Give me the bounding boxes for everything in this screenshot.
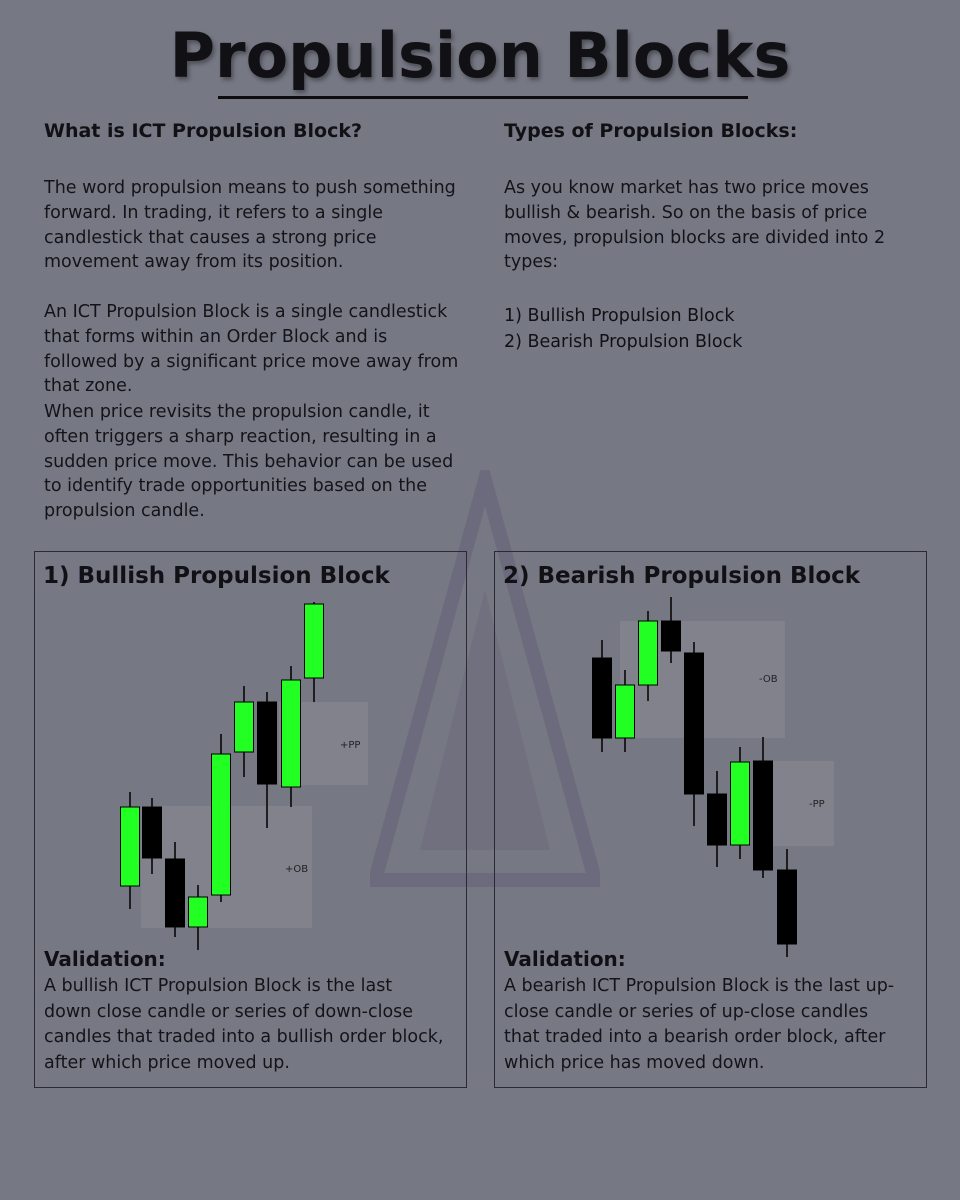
bearish-panel-title: 2) Bearish Propulsion Block [503,563,861,589]
block-paragraph: An ICT Propulsion Block is a single candlestick that forms within an Order Block and is followed by a significant price move away from that zone. [44,302,459,397]
bullish-candle [282,680,301,787]
bearish-candle [616,685,635,738]
bearish-candle [778,870,797,944]
bullish-candle [212,754,231,895]
types-list [504,304,742,355]
bearish-candle [593,658,612,738]
bullish-chart [35,552,468,952]
bearish-candle [662,621,681,651]
bullish-candle [143,807,162,858]
bullish-pp-label: +PP [340,740,361,751]
bullish-validation-label: Validation: [44,947,166,971]
bullish-ob-label: +OB [285,864,309,875]
bearish-candle [731,762,750,845]
bullish-candle [235,702,254,752]
bullish-panel-title: 1) Bullish Propulsion Block [43,563,390,589]
bearish-panel [494,551,927,1088]
bullish-candle [258,702,277,784]
bullish-candle [121,807,140,886]
bullish-panel [34,551,467,1088]
type-item-bearish: 2) Bearish Propulsion Block [504,331,743,352]
title-underline [218,96,748,99]
bullish-validation-text: A bullish ICT Propulsion Block is the last down close candle or series of down-close candles that traded into a bullish order block, after which price moved up. [44,976,444,1073]
bearish-validation-text: A bearish ICT Propulsion Block is the last up-close candle or series of up-close candles that traded into a bearish order block, after which price has moved down. [504,976,895,1073]
bearish-pp-label: -PP [809,799,825,810]
bearish-validation-label: Validation: [504,947,626,971]
definition-paragraph: The word propulsion means to push something forward. In trading, it refers to a single candlestick that causes a strong price movement away from its position. [44,178,456,273]
revisit-paragraph: When price revisits the propulsion candle, it often triggers a sharp reaction, resulting in a sudden price move. This behavior can be used to identify trade opportunities based on the propulsion candle. [44,402,454,522]
types-intro: As you know market has two price moves bullish & bearish. So on the basis of price moves, propulsion blocks are divided into 2 types: [504,178,886,273]
bearish-chart [495,552,928,952]
bearish-ob-label: -OB [759,674,778,685]
bearish-candle [708,794,727,845]
bullish-candle [189,897,208,927]
bearish-candle [639,621,658,685]
what-is-heading: What is ICT Propulsion Block? [44,120,362,142]
bearish-candle [754,761,773,870]
bearish-candle [685,653,704,794]
type-item-bullish: 1) Bullish Propulsion Block [504,306,735,326]
bullish-candle [305,604,324,678]
bullish-candle [166,859,185,927]
types-heading: Types of Propulsion Blocks: [504,120,798,142]
page-title: Propulsion Blocks [169,19,791,92]
bearish-pp-zone [773,761,834,846]
